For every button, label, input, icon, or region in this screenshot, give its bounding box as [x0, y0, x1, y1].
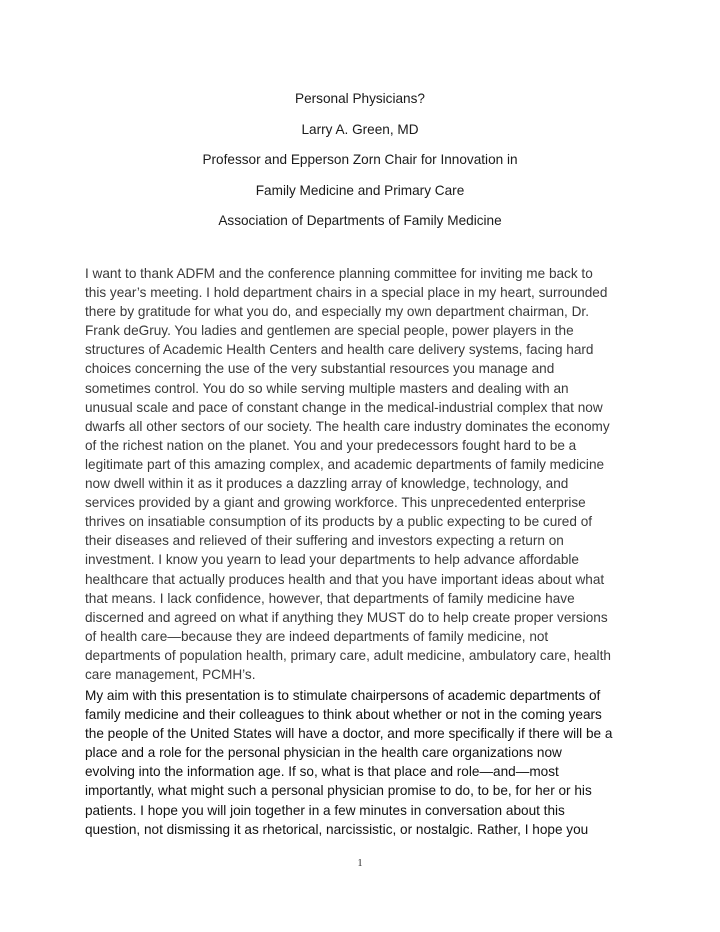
paragraph-line: sometimes control. You do so while serving multiple masters and dealing with an	[85, 380, 569, 396]
author-name: Larry A. Green, MD	[301, 121, 419, 137]
page-number: 1	[357, 858, 363, 869]
paragraph-line: question, not dismissing it as rhetorical, narcissistic, or nostalgic. Rather, I hope you	[85, 821, 589, 837]
paragraph-line: structures of Academic Health Centers and health care delivery systems, facing hard	[85, 342, 594, 358]
author-organization: Association of Departments of Family Medicine	[218, 213, 502, 228]
paragraph-line: this year’s meeting. I hold department chairs in a special place in my heart, surrounded	[85, 285, 608, 301]
paragraph-line: Frank deGruy. You ladies and gentlemen are special people, power players in the	[85, 323, 574, 339]
author-position-line-2: Family Medicine and Primary Care	[255, 182, 465, 198]
paragraph-line: care management, PCMH’s.	[85, 666, 256, 682]
paragraph-line: now dwell within it as it produces a dazzling array of knowledge, technology, and	[85, 476, 569, 492]
paragraph-line: there by gratitude for what you do, and especially my own department chairman, Dr.	[85, 304, 589, 320]
paragraph-line: thrives on insatiable consumption of its products by a public expecting to be cured of	[85, 514, 593, 530]
paragraph-line: legitimate part of this amazing complex, and academic departments of family medicine	[85, 456, 605, 472]
author-position-line-1: Professor and Epperson Zorn Chair for Innovation in	[202, 152, 518, 167]
paragraph-line: evolving into the information age. If so, what is that place and role—and—most	[85, 764, 559, 780]
paragraph-line: that means. I lack confidence, however, that departments of family medicine have	[85, 590, 575, 606]
paragraph-line: importantly, what might such a personal physician promise to do, to be, for her or his	[85, 783, 592, 799]
document-title: Personal Physicians?	[295, 91, 425, 106]
paragraph-line: choices concerning the use of the very substantial resources you manage and	[85, 361, 555, 377]
paragraph-line: of the richest nation on the planet. You and your predecessors fought hard to be a	[85, 437, 577, 453]
paragraph-line: unusual scale and pace of constant change in the medical-industrial complex that now	[85, 399, 603, 415]
paragraph-line: I want to thank ADFM and the conference planning committee for inviting me back to	[85, 266, 593, 281]
paragraph-line: family medicine and their colleagues to think about whether or not in the coming years	[85, 707, 602, 723]
document-header	[0, 84, 720, 237]
paragraph-line: the people of the United States will have a doctor, and more specifically if there will be a	[85, 726, 613, 742]
paragraph-line: place and a role for the personal physician in the health care organizations now	[85, 745, 562, 761]
paragraph-line: investment. I know you yearn to lead your departments to help advance affordable	[85, 552, 579, 568]
paragraph-line: services provided by a giant and growing workforce. This unprecedented enterprise	[85, 495, 586, 511]
paragraph-line: healthcare that actually produces health and that you have important ideas about what	[85, 571, 605, 587]
paragraph-line: dwarfs all other sectors of our society. The health care industry dominates the economy	[85, 418, 610, 434]
paragraph-line: departments of population health, primary care, adult medicine, ambulatory care, health	[85, 647, 611, 663]
paragraph-line: My aim with this presentation is to stimulate chairpersons of academic departments of	[85, 688, 601, 703]
paragraph-2	[85, 686, 641, 839]
paragraph-line: their diseases and relieved of their suffering and investors expecting a return on	[85, 533, 564, 549]
paragraph-line: discerned and agreed on what if anything they MUST do to help create proper versions	[85, 609, 608, 625]
paragraph-1	[85, 264, 641, 684]
paragraph-line: patients. I hope you will join together in a few minutes in conversation about this	[85, 802, 565, 818]
paragraph-line: of health care—because they are indeed departments of family medicine, not	[85, 628, 549, 644]
